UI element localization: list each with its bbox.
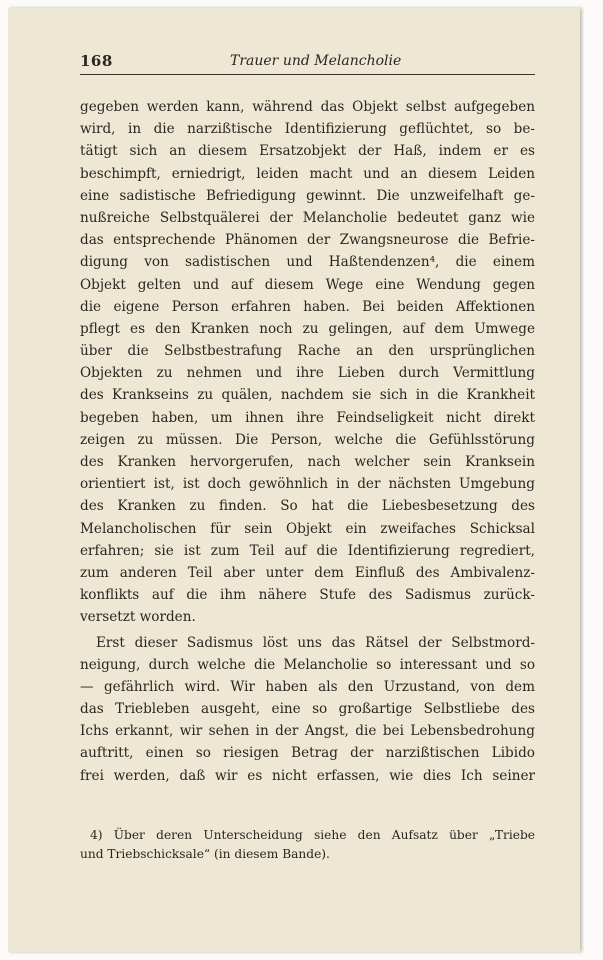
text-line: konflikts auf die ihm nähere Stufe des Sadismus zurück- (80, 587, 535, 604)
text-line: über die Selbstbestrafung Rache an den ursprünglichen (80, 343, 535, 360)
footnote (80, 826, 535, 864)
text-line: tätigt sich an diesem Ersatzobjekt der Haß, indem er es (80, 143, 535, 160)
text-line: — gefährlich wird. Wir haben als den Urzustand, von dem (80, 678, 535, 695)
text-line: erfahren; sie ist zum Teil auf die Identifizierung regrediert, (80, 542, 535, 559)
text-line: digung von sadistischen und Haßtendenzen⁴, die einem (80, 254, 535, 271)
book-page (8, 8, 580, 952)
page-header (80, 52, 535, 75)
text-line: des Kranken hervorgerufen, nach welcher sein Kranksein (80, 454, 535, 470)
text-line: Erst dieser Sadismus löst uns das Rätsel der Selbstmord- (96, 634, 535, 651)
paragraph-1 (80, 96, 535, 629)
text-line: zum anderen Teil aber unter dem Einfluß des Ambivalenz- (80, 564, 535, 581)
text-line: beschimpft, erniedrigt, leiden macht und an diesem Leiden (80, 165, 535, 182)
page-number: 168 (80, 52, 113, 70)
text-line: begeben haben, um ihnen ihre Feindseligkeit nicht direkt (80, 409, 535, 426)
text-line: Objekt gelten und auf diesem Wege eine Wendung gegen (80, 276, 535, 293)
text-line: das entsprechende Phänomen der Zwangsneurose die Befrie- (80, 232, 535, 249)
text-line: des Krankseins zu quälen, nachdem sie sich in die Krankheit (80, 387, 535, 404)
text-line: das Triebleben ausgeht, eine so großartige Selbstliebe des (80, 701, 535, 718)
text-line: gegeben werden kann, während das Objekt selbst aufgegeben (80, 99, 535, 115)
paragraph-2 (80, 632, 535, 787)
text-line: neigung, durch welche die Melancholie so interessant und so (80, 656, 535, 673)
text-line: des Kranken zu finden. So hat die Liebesbesetzung des (80, 498, 535, 515)
text-line: Melancholischen für sein Objekt ein zweifaches Schicksal (80, 520, 535, 537)
footnote-line: und Triebschicksale“ (in diesem Bande). (80, 847, 330, 861)
text-line: die eigene Person erfahren haben. Bei beiden Affektionen (80, 298, 535, 315)
text-line: pflegt es den Kranken noch zu gelingen, auf dem Umwege (80, 320, 535, 337)
body-text (80, 96, 535, 787)
text-line: frei werden, daß wir es nicht erfassen, wie dies Ich seiner (80, 767, 535, 784)
text-line: versetzt worden. (80, 609, 196, 626)
text-line: orientiert ist, ist doch gewöhnlich in der nächsten Umgebung (80, 476, 535, 493)
text-line: eine sadistische Befriedigung gewinnt. Die unzweifelhaft ge- (80, 187, 535, 204)
running-title: Trauer und Melancholie (230, 53, 402, 69)
text-line: wird, in die narzißtische Identifizierung geflüchtet, so be- (80, 121, 535, 138)
text-line: zeigen zu müssen. Die Person, welche die Gefühlsstörung (80, 431, 535, 448)
text-line: auftritt, einen so riesigen Betrag der narzißtischen Libido (80, 745, 535, 762)
text-line: Objekten zu nehmen und ihre Lieben durch Vermittlung (80, 365, 535, 382)
footnote-line: 4) Über deren Unterscheidung siehe den Aufsatz über „Triebe (90, 828, 535, 842)
text-line: Ichs erkannt, wir sehen in der Angst, die bei Lebensbedrohung (80, 723, 535, 740)
text-line: nußreiche Selbstquälerei der Melancholie bedeutet ganz wie (80, 209, 535, 226)
